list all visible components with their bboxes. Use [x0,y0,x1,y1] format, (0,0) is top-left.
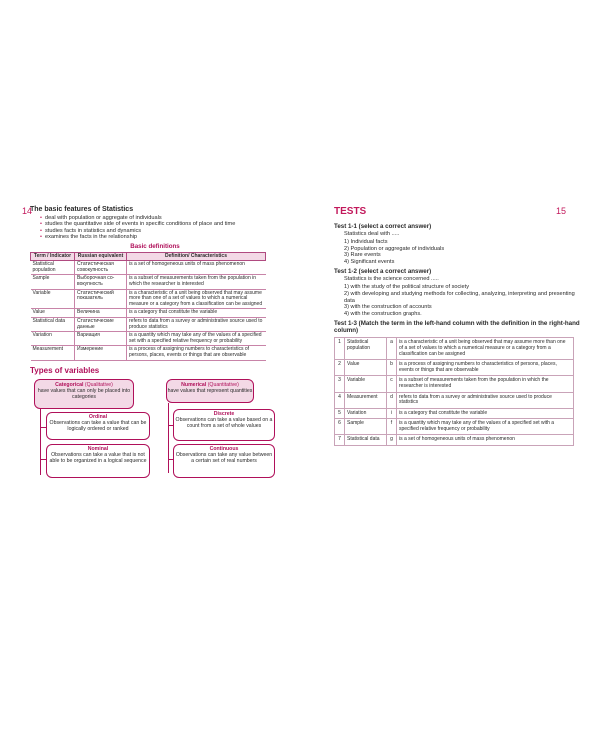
matching-table [334,337,574,446]
tests-title: TESTS [334,206,367,217]
term-cell: Statistical data [345,435,387,446]
term-cell: Variation [31,332,75,346]
definitions-table [30,252,266,361]
term-cell: Variable [31,289,75,309]
table-header-row [31,252,266,261]
option: 1) Individual facts [344,239,388,245]
table-row [31,346,266,360]
table-row [335,419,574,435]
letter-cell: g [387,435,397,446]
categorical-box [34,379,134,409]
basic-features-list [40,215,280,241]
continuous-desc: Observations can take any value between a certain set of real numbers [175,451,273,464]
discrete-title: Discrete [213,410,235,417]
term-cell: Sample [31,275,75,289]
table-row [31,289,266,309]
russian-cell: Величина [75,309,127,318]
definition-cell: is a process of assigning numbers to characteristics of persons, places, events or things that are observable [127,346,266,360]
option: 2) with developing and studying methods for collecting, analyzing, interpreting and presenting data [344,290,575,304]
table-row [335,435,574,446]
option: 4) Significant events [344,258,395,265]
col-russian: Russian equivalent [75,252,127,261]
definition-cell: is a process of assigning numbers to characteristics of persons, places, events or things that are observable [397,360,574,376]
test1-question: Statistics deal with ..... [344,231,400,237]
term-cell: Variable [345,376,387,392]
term-cell: Value [31,309,75,318]
row-number: 1 [335,338,345,360]
option: 3) with the construction of accounts [344,304,432,311]
table-row [335,392,574,408]
option: 4) with the construction graphs. [344,310,422,317]
ordinal-box [46,412,150,440]
nominal-desc: Observations can take a value that is not able to be organized in a logical sequence [49,451,147,464]
page-number-right: 15 [556,206,567,216]
types-title: Types of variables [30,365,100,375]
term-cell: Measurement [31,346,75,360]
row-number: 6 [335,419,345,435]
categorical-desc: have values that can only be placed into categories [37,387,131,400]
test1-options [344,239,584,265]
list-item: • studies facts in statistics and dynamics [40,228,280,234]
basic-features-title: The basic features of Statistics [30,206,134,213]
option: 2) Population or aggregate of individuals [344,245,445,252]
col-definition: Definition/ Characteristics [127,252,266,261]
left-page [30,206,280,489]
table-row [31,309,266,318]
russian-cell: Статистический показатель [75,289,127,309]
russian-cell: Статистическая совокупность [75,261,127,275]
discrete-box [173,409,275,441]
letter-cell: a [387,338,397,360]
term-cell: Statistical data [31,317,75,331]
russian-cell: Выборочная со-вокупность [75,275,127,289]
types-diagram [30,379,280,489]
letter-cell: i [387,408,397,419]
categorical-alt: (Qualitative) [84,381,113,388]
table-row [31,317,266,331]
definition-cell: is a quantity which may take any of the values of a specified set with a specified relative frequency or probability [127,332,266,346]
term-cell: Measurement [345,392,387,408]
row-number: 5 [335,408,345,419]
test3-heading: Test 1-3 (Match the term in the left-hand column with the definition in the right-hand column) [334,320,580,335]
letter-cell: d [387,392,397,408]
definition-cell: is a set of homogeneous units of mass phenomenon [127,261,266,275]
numerical-alt: (Quantitative) [207,381,239,388]
table-row [335,408,574,419]
option: 1) with the study of the political structure of society [344,284,469,291]
russian-cell: Измерение [75,346,127,360]
book-spread [0,168,600,568]
table-row [335,360,574,376]
definition-cell: is a subset of measurements taken from the population in which the researcher is interested [127,275,266,289]
definition-cell: is a characteristic of a unit being observed that may assume more than one of a set of values to which a numerical measure or a category from a classification can be assigned [397,338,574,360]
letter-cell: f [387,419,397,435]
categorical-name: Categorical [55,381,84,388]
ordinal-desc: Observations can take a value that can be logically ordered or ranked [49,419,147,432]
russian-cell: Статистические данные [75,317,127,331]
test2-question: Statistics is the science concerned ..... [344,276,439,283]
term-cell: Statistical population [31,261,75,275]
letter-cell: b [387,360,397,376]
term-cell: Variation [345,408,387,419]
continuous-box [173,444,275,478]
definition-cell: is a quantity which may take any of the values of a specified set with a specified relative frequency or probability [397,419,574,435]
definition-cell: is a set of homogeneous units of mass phenomenon [397,435,574,446]
row-number: 7 [335,435,345,446]
test2-heading: Test 1-2 (select a correct answer) [334,268,432,276]
continuous-title: Continuous [209,445,239,452]
list-item: • deal with population or aggregate of individuals [40,215,280,221]
right-page [334,206,584,446]
col-term: Term / Indicator [31,252,75,261]
option: 3) Rare events [344,252,381,259]
definition-cell: is a subset of measurements taken from the population in which the researcher is interested [397,376,574,392]
table-row [31,332,266,346]
definition-cell: refers to data from a survey or administrative source used to produce statistics [397,392,574,408]
letter-cell: c [387,376,397,392]
row-number: 4 [335,392,345,408]
term-cell: Sample [345,419,387,435]
nominal-title: Nominal [87,445,109,452]
definitions-caption: Basic definitions [130,242,180,250]
russian-cell: Вариация [75,332,127,346]
definition-cell: is a category that constitute the variable [127,309,266,318]
definition-cell: is a characteristic of a unit being observed that may assume more than one of a set of values to which a numerical measure or a category from a classification can be assigned [127,289,266,309]
list-item: • examines the facts in the relationship [40,234,280,240]
numerical-name: Numerical [181,381,207,388]
discrete-desc: Observations can take a value based on a count from a set of whole values [175,416,273,429]
ordinal-title: Ordinal [88,413,108,420]
numerical-box [166,379,254,403]
list-item: • studies the quantitative side of events in specific conditions of place and time [40,221,280,227]
term-cell: Statistical population [345,338,387,360]
row-number: 3 [335,376,345,392]
numerical-desc: have values that represent quantities [167,387,253,394]
table-row [335,376,574,392]
test1-heading: Test 1-1 (select a correct answer) [334,223,432,230]
table-row [31,275,266,289]
test2-options [344,284,584,317]
table-row [335,338,574,360]
categorical-connector [40,409,41,475]
page-number-left: 14 [22,206,33,216]
table-row [31,261,266,275]
definition-cell: refers to data from a survey or administrative source used to produce statistics [127,317,266,331]
definition-cell: is a category that constitute the variable [397,408,574,419]
row-number: 2 [335,360,345,376]
term-cell: Value [345,360,387,376]
nominal-box [46,444,150,478]
numerical-connector [168,403,169,473]
